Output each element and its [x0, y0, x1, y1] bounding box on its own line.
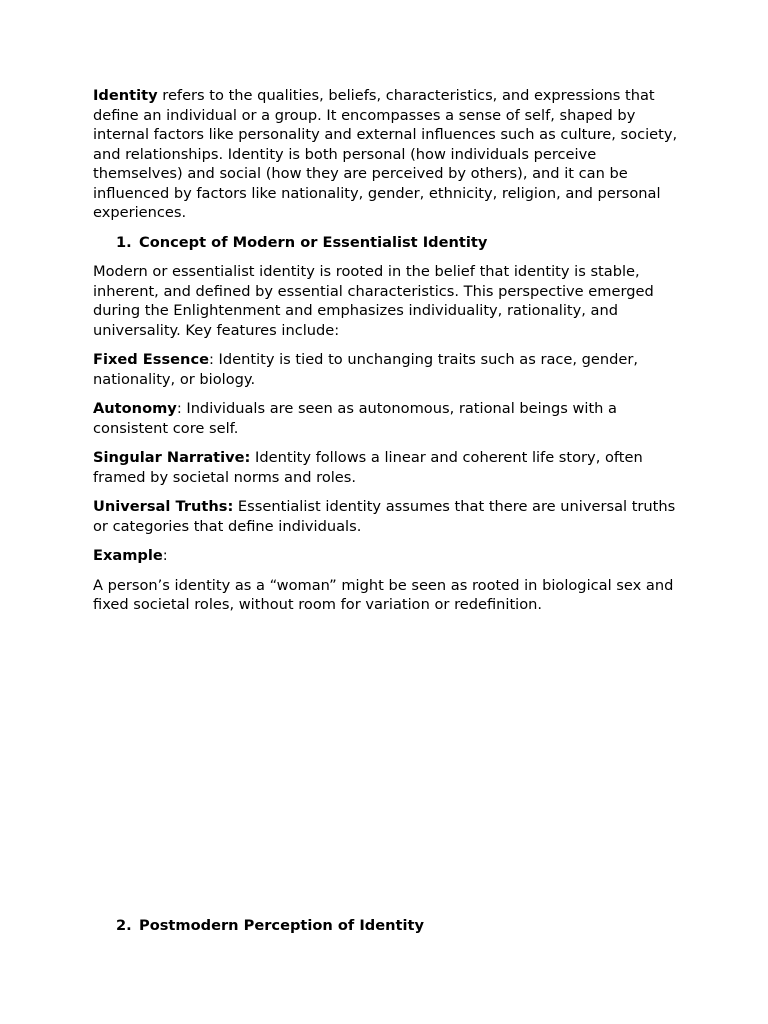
section-2-heading: [116, 916, 424, 936]
feature-text: Identity follows a linear and coherent life story, often framed by societal norms and roles.: [93, 449, 643, 486]
feature-singular-narrative: [93, 448, 683, 487]
feature-text: Essentialist identity assumes that there are universal truths or categories that define individuals.: [93, 498, 676, 535]
document-body: [93, 86, 683, 625]
section-1-title: Concept of Modern or Essentialist Identity: [139, 233, 488, 251]
section-1-heading: [93, 233, 683, 253]
feature-term: Singular Narrative:: [93, 449, 251, 466]
intro-text: refers to the qualities, beliefs, characteristics, and expressions that define an individual or a group. It encompasses a sense of self, shaped by internal factors like personality and external influences such as culture, society, and relationships. Identity is both personal (how individuals perceive themselves) and social (how they are perceived by others), and it can be influenced by factors like nationality, gender, ethnicity, religion, and personal experiences.: [93, 87, 678, 221]
section-2-title: Postmodern Perception of Identity: [139, 917, 424, 934]
example-paragraph: A person’s identity as a “woman” might be seen as rooted in biological sex and fixed societal roles, without room for variation or redefinition.: [93, 576, 674, 613]
example-colon: :: [162, 547, 168, 564]
example-label-line: [93, 546, 683, 566]
feature-universal-truths: [93, 497, 683, 536]
feature-text: : Identity is tied to unchanging traits such as race, gender, nationality, or biology.: [93, 351, 639, 388]
feature-term: Universal Truths:: [93, 498, 234, 515]
feature-text: : Individuals are seen as autonomous, rational beings with a consistent core self.: [93, 400, 617, 437]
section-1-number: 1.: [116, 233, 132, 251]
feature-fixed-essence: [93, 350, 683, 389]
section-1-intro: Modern or essentialist identity is rooted in the belief that identity is stable, inherent, and defined by essential characteristics. This perspective emerged during the Enlightenment and emphasizes individuality, rationality, and universality. Key features include:: [93, 263, 654, 339]
feature-autonomy: [93, 399, 683, 438]
feature-term: Fixed Essence: [93, 351, 209, 368]
intro-paragraph: [93, 86, 683, 223]
section-2-number: 2.: [116, 917, 132, 934]
example-label: Example: [93, 547, 163, 564]
intro-term: Identity: [93, 87, 158, 104]
feature-term: Autonomy: [93, 400, 177, 417]
